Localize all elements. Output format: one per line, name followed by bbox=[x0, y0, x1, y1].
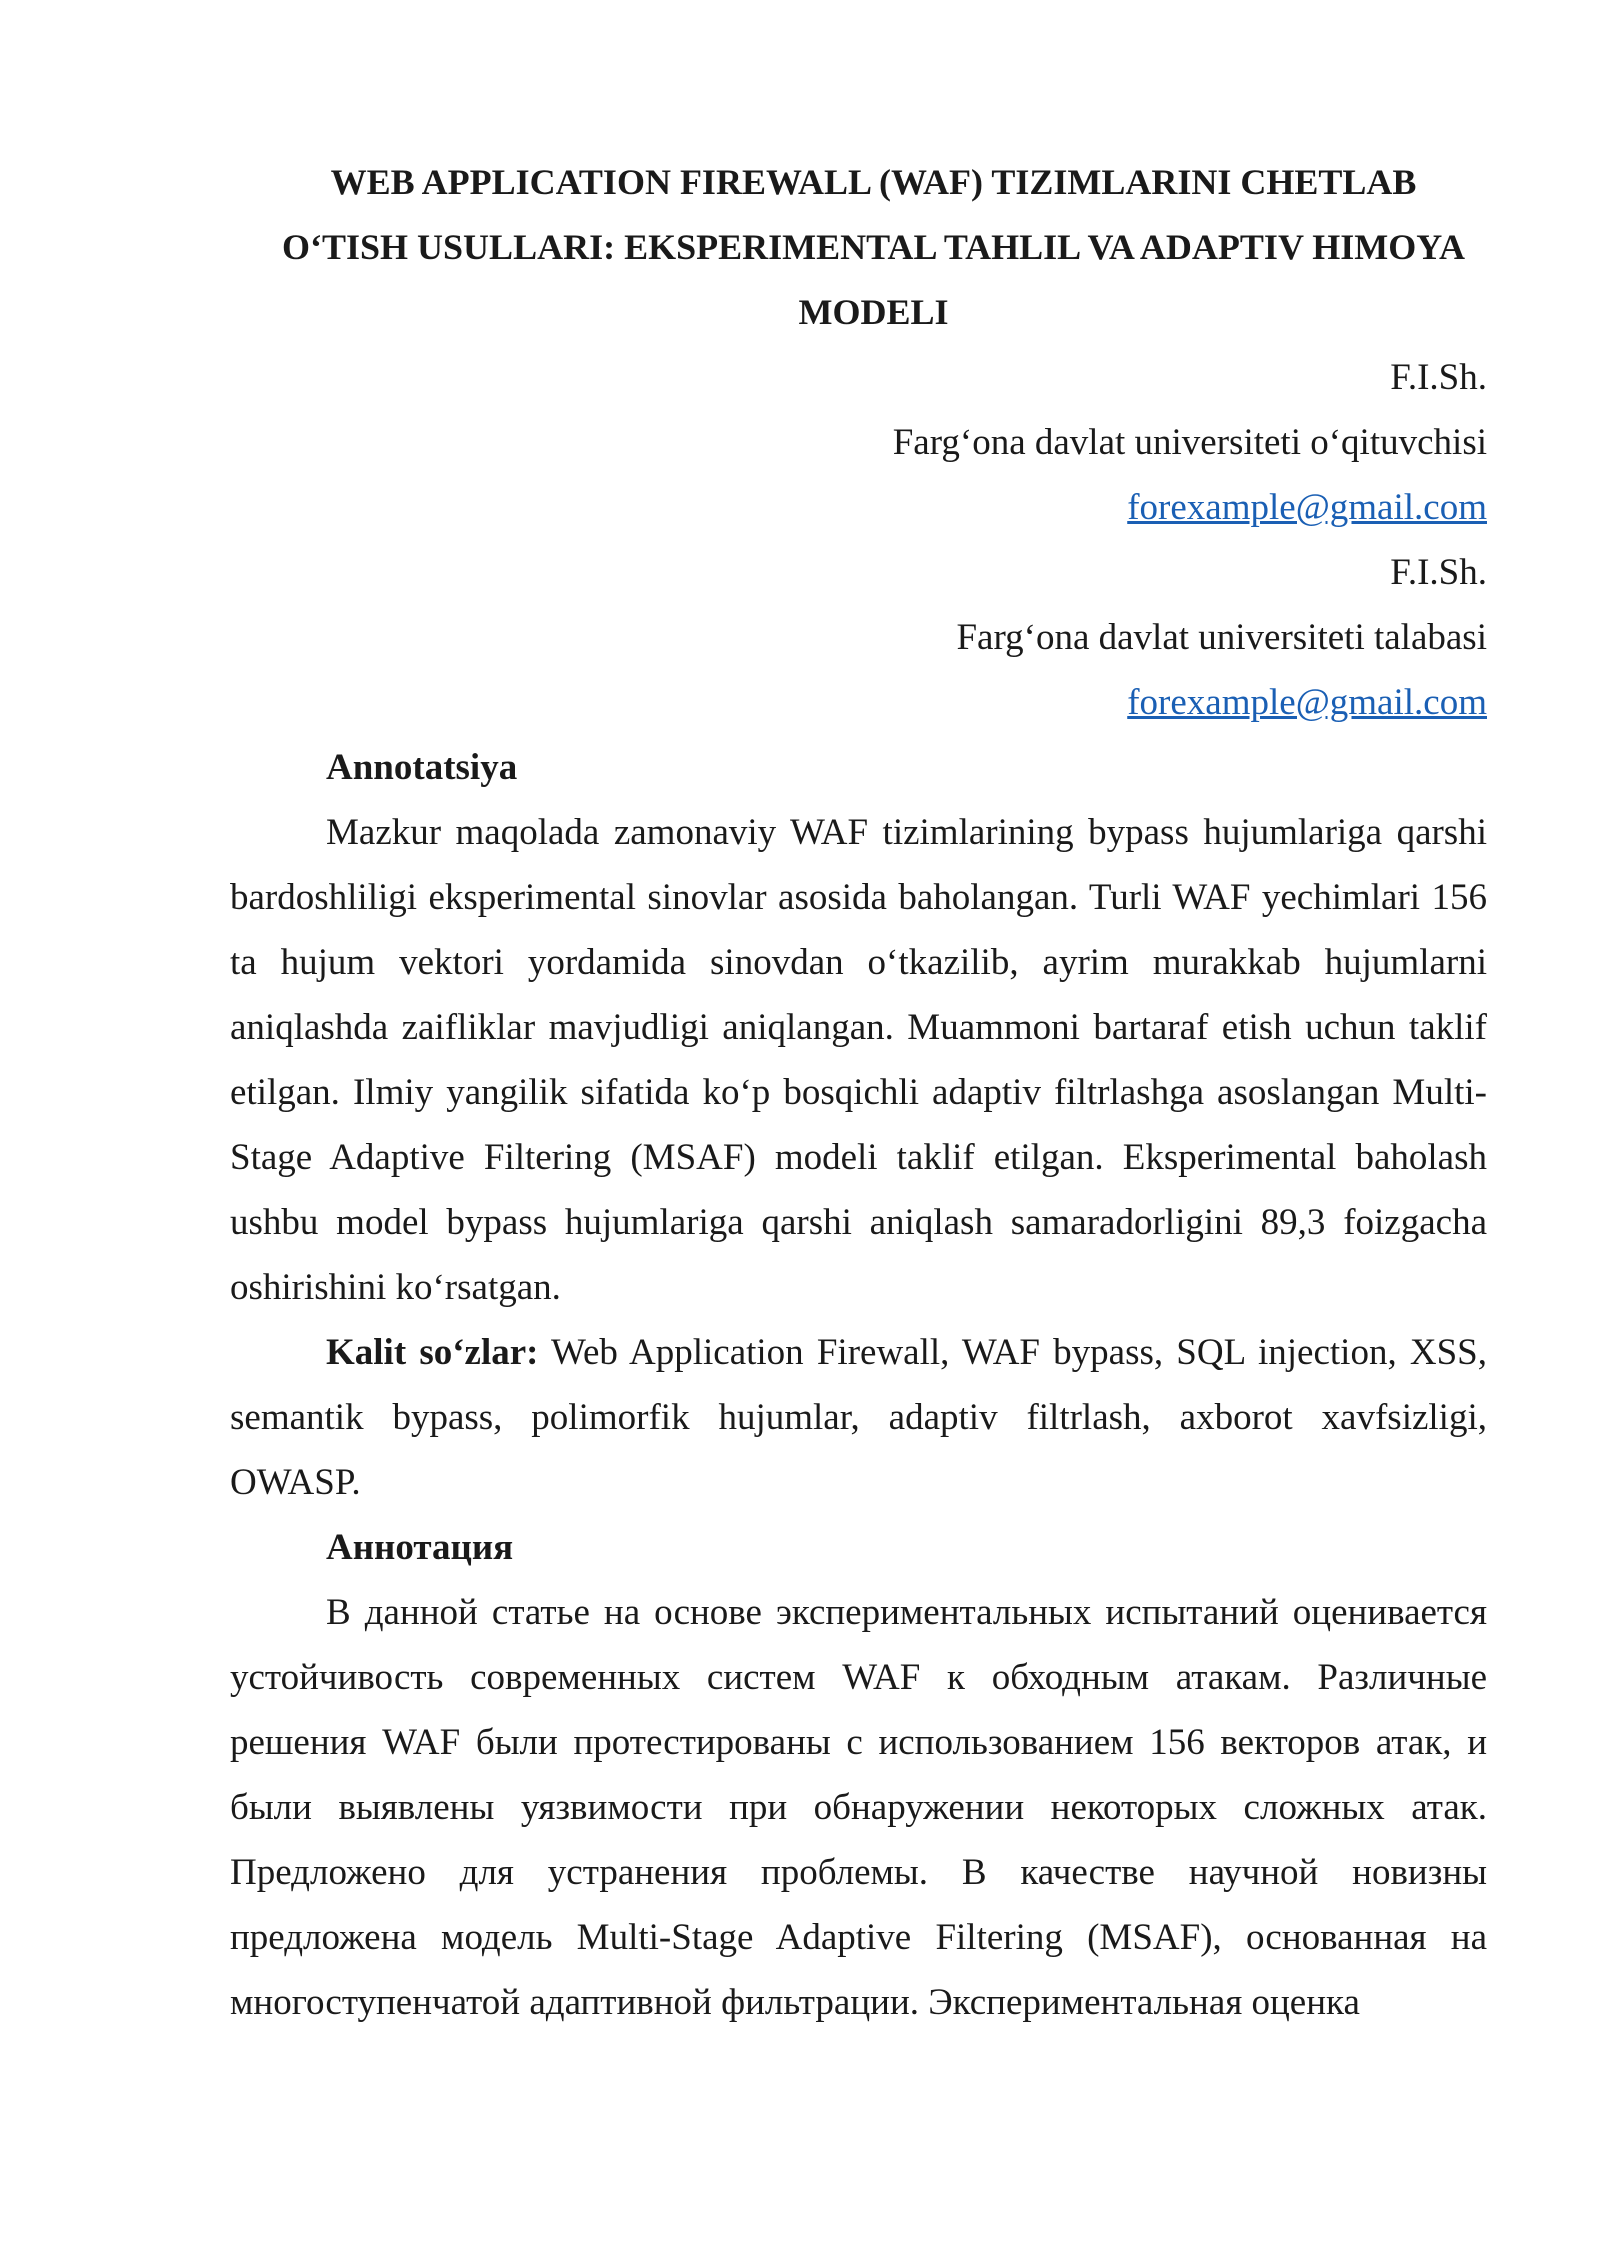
author-1-email-link[interactable]: forexample@gmail.com bbox=[1127, 487, 1487, 528]
keywords-label: Kalit so‘zlar: bbox=[326, 1332, 539, 1373]
title-line-2: O‘TISH USULLARI: EKSPERIMENTAL TAHLIL VA ADAPTIV HIMOYA bbox=[282, 227, 1465, 267]
abstract-ru-heading: Аннотация bbox=[326, 1527, 514, 1568]
author-2-affiliation: Farg‘ona davlat universiteti talabasi bbox=[956, 617, 1487, 658]
author-2-email-link[interactable]: forexample@gmail.com bbox=[1127, 682, 1487, 723]
document-page bbox=[230, 150, 1487, 2035]
author-2 bbox=[230, 540, 1487, 735]
keywords-text: Web Application Firewall, WAF bypass, SQL injection, XSS, semantik bypass, polimorfik hujumlar, adaptiv filtrlash, axborot xavfsizligi, OWASP. bbox=[230, 1332, 1488, 1503]
article-title bbox=[230, 150, 1487, 345]
abstract-uz-heading: Annotatsiya bbox=[326, 747, 518, 788]
title-line-3: MODELI bbox=[798, 292, 949, 332]
abstract-ru-text: В данной статье на основе экспериментальных испытаний оценивается устойчивость современных систем WAF к обходным атакам. Различные решения WAF были протестированы с использованием 156 векторов атак, и были выявлены уязвимости при обнаружении некоторых сложных атак. Предложено для устранения проблемы. В качестве научной новизны предложена модель Multi-Stage Adaptive Filtering (MSAF), основанная на многоступенчатой адаптивной фильтрации. Экспериментальная оценка bbox=[230, 1592, 1487, 2023]
author-1-name: F.I.Sh. bbox=[1390, 357, 1487, 398]
author-1-affiliation: Farg‘ona davlat universiteti o‘qituvchisi bbox=[892, 422, 1487, 463]
author-2-name: F.I.Sh. bbox=[1390, 552, 1487, 593]
keywords-paragraph bbox=[230, 1320, 1487, 1515]
title-line-1: WEB APPLICATION FIREWALL (WAF) TIZIMLARINI CHETLAB bbox=[330, 162, 1417, 202]
author-1 bbox=[230, 345, 1487, 540]
abstract-uz-text: Mazkur maqolada zamonaviy WAF tizimlarining bypass hujumlariga qarshi bardoshliligi eksperimental sinovlar asosida baholangan. Turli WAF yechimlari 156 ta hujum vektori yordamida sinovdan o‘tkazilib, ayrim murakkab hujumlarni aniqlashda zaifliklar mavjudligi aniqlangan. Muammoni bartaraf etish uchun taklif etilgan. Ilmiy yangilik sifatida ko‘p bosqichli adaptiv filtrlashga asoslangan Multi-Stage Adaptive Filtering (MSAF) modeli taklif etilgan. Eksperimental baholash ushbu model bypass hujumlariga qarshi aniqlash samaradorligini 89,3 foizgacha oshirishini ko‘rsatgan. bbox=[230, 812, 1487, 1308]
